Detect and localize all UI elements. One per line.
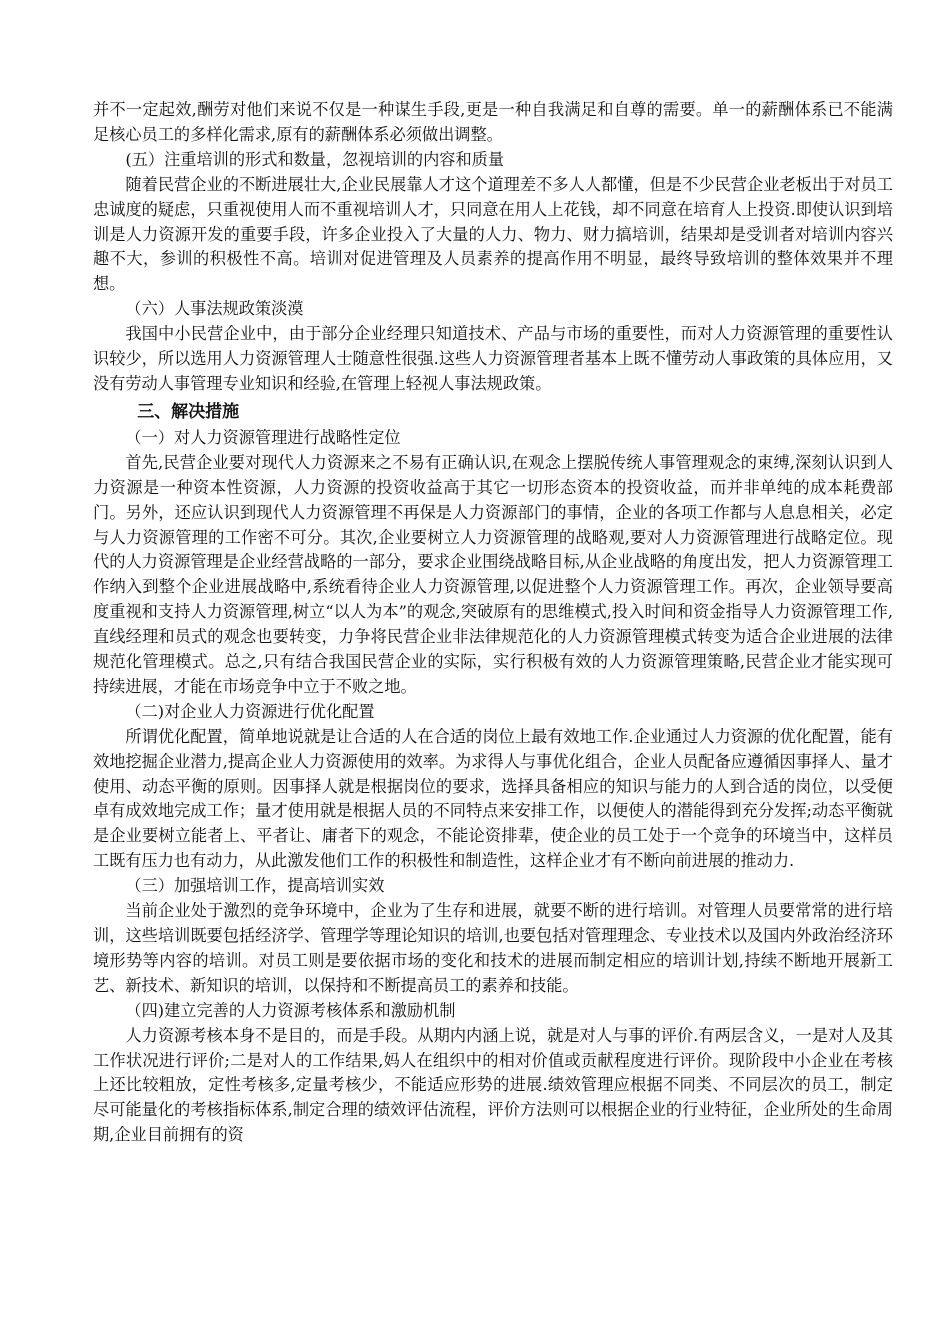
paragraph-continued: 并不一定起效,酬劳对他们来说不仅是一种谋生手段,更是一种自我满足和自尊的需要。单一的薪酬体系已不能满足核心员工的多样化需求,原有的薪酬体系必须做出调整。 xyxy=(93,100,893,144)
paragraph: 我国中小民营企业中，由于部分企业经理只知道技术、产品与市场的重要性，而对人力资源管理的重要性认识较少，所以选用人力资源管理人士随意性很强.这些人力资源管理者基本上既不懂劳动人事政策的具体应用，又没有劳动人事管理专业知识和经验,在管理上轻视人事法规政策。 xyxy=(93,324,893,393)
subsection-title-4: （四)建立完善的人力资源考核体系和激励机制 xyxy=(125,1000,456,1020)
paragraph: 随着民营企业的不断进展壮大,企业民展靠人才这个道理差不多人人都懂，但是不少民营企业老板出于对员工忠诚度的疑虑，只重视使用人而不重视培训人才，只同意在用人上花钱，却不同意在培育人上投资.即使认识到培训是人力资源开发的重要手段，许多企业投入了大量的人力、物力、财力搞培训，结果却是受训者对培训内容兴趣不大，参训的积极性不高。培训对促进管理及人员素养的提高作用不明显，最终导致培训的整体效果并不理想。 xyxy=(93,174,893,294)
document-body xyxy=(93,98,893,1148)
subsection-title-3: （三）加强培训工作，提高培训实效 xyxy=(125,876,385,896)
subsection-title-1: （一）对人力资源管理进行战略性定位 xyxy=(125,427,401,447)
paragraph: 所谓优化配置，简单地说就是让合适的人在合适的岗位上最有效地工作.企业通过人力资源的优化配置，能有效地挖掘企业潜力,提高企业人力资源使用的效率。为求得人与事优化组合，企业人员配备应遵循因事择人、量才使用、动态平衡的原则。因事择人就是根据岗位的要求，选择具备相应的知识与能力的人到合适的岗位，以受便卓有成效地完成工作；量才使用就是根据人员的不同特点来安排工作，以便使人的潜能得到充分发挥;动态平衡就是企业要树立能者上、平者让、庸者下的观念，不能论资排辈，使企业的员工处于一个竞争的环境当中，这样员工既有压力也有动力，从此激发他们工作的积极性和制造性，这样企业才有不断向前进展的推动力. xyxy=(93,726,893,871)
paragraph: 人力资源考核本身不是目的，而是手段。从期内内涵上说，就是对人与事的评价.有两层含义，一是对人及其工作状况进行评价;二是对人的工作结果,妈人在组织中的相对价值或贡献程度进行评价。现阶段中小企业在考核上还比较粗放，定性考核多,定量考核少，不能适应形势的进展.绩效管理应根据不同类、不同层次的员工，制定尽可能量化的考核指标体系,制定合理的绩效评估流程，评价方法则可以根据企业的行业特征，企业所处的生命周期,企业目前拥有的资 xyxy=(93,1025,893,1145)
subsection-title-2: （二)对企业人力资源进行优化配置 xyxy=(125,701,375,721)
section-heading: 三、解决措施 xyxy=(137,401,240,422)
paragraph: 当前企业处于激烈的竞争环境中，企业为了生存和进展，就要不断的进行培训。对管理人员要常常的进行培训，这些培训既要包括经济学、管理学等理论知识的培训,也要包括对管理理念、专业技术以及国内外政治经济环境形势等内容的培训。对员工则是要依据市场的变化和技术的进展而制定相应的培训计划,持续不断地开展新工艺、新技术、新知识的培训，以保持和不断提高员工的素养和技能。 xyxy=(93,901,893,995)
subsection-title-5: (五）注重培训的形式和数量，忽视培训的内容和质量 xyxy=(125,149,505,169)
paragraph: 首先,民营企业要对现代人力资源来之不易有正确认识,在观念上摆脱传统人事管理观念的束缚,深刻认识到人力资源是一种资本性资源，人力资源的投资收益高于其它一切形态资本的投资收益，而并非单纯的成本耗费部门。另外，还应认识到现代人力资源管理不再保是人力资源部门的事情，企业的各项工作都与人息息相关，必定与人力资源管理的工作密不可分。其次,企业要树立人力资源管理的战略观,要对人力资源管理进行战略定位。现代的人力资源管理是企业经营战略的一部分，要求企业围绕战略目标,从企业战略的角度出发，把人力资源管理工作纳入到整个企业进展战略中,系统看待企业人力资源管理,以促进整个人力资源管理工作。再次，企业领导要高度重视和支持人力资源管理,树立“以人为本”的观念,突破原有的思维模式,投入时间和资金指导人力资源管理工作,直线经理和员式的观念也要转变，力争将民营企业非法律规范化的人力资源管理模式转变为适合企业进展的法律规范化管理模式。总之,只有结合我国民营企业的实际，实行积极有效的人力资源管理策略,民营企业才能实现可持续进展，才能在市场竞争中立于不败之地。 xyxy=(93,452,893,696)
subsection-title-6: （六）人事法规政策淡漠 xyxy=(125,299,304,319)
